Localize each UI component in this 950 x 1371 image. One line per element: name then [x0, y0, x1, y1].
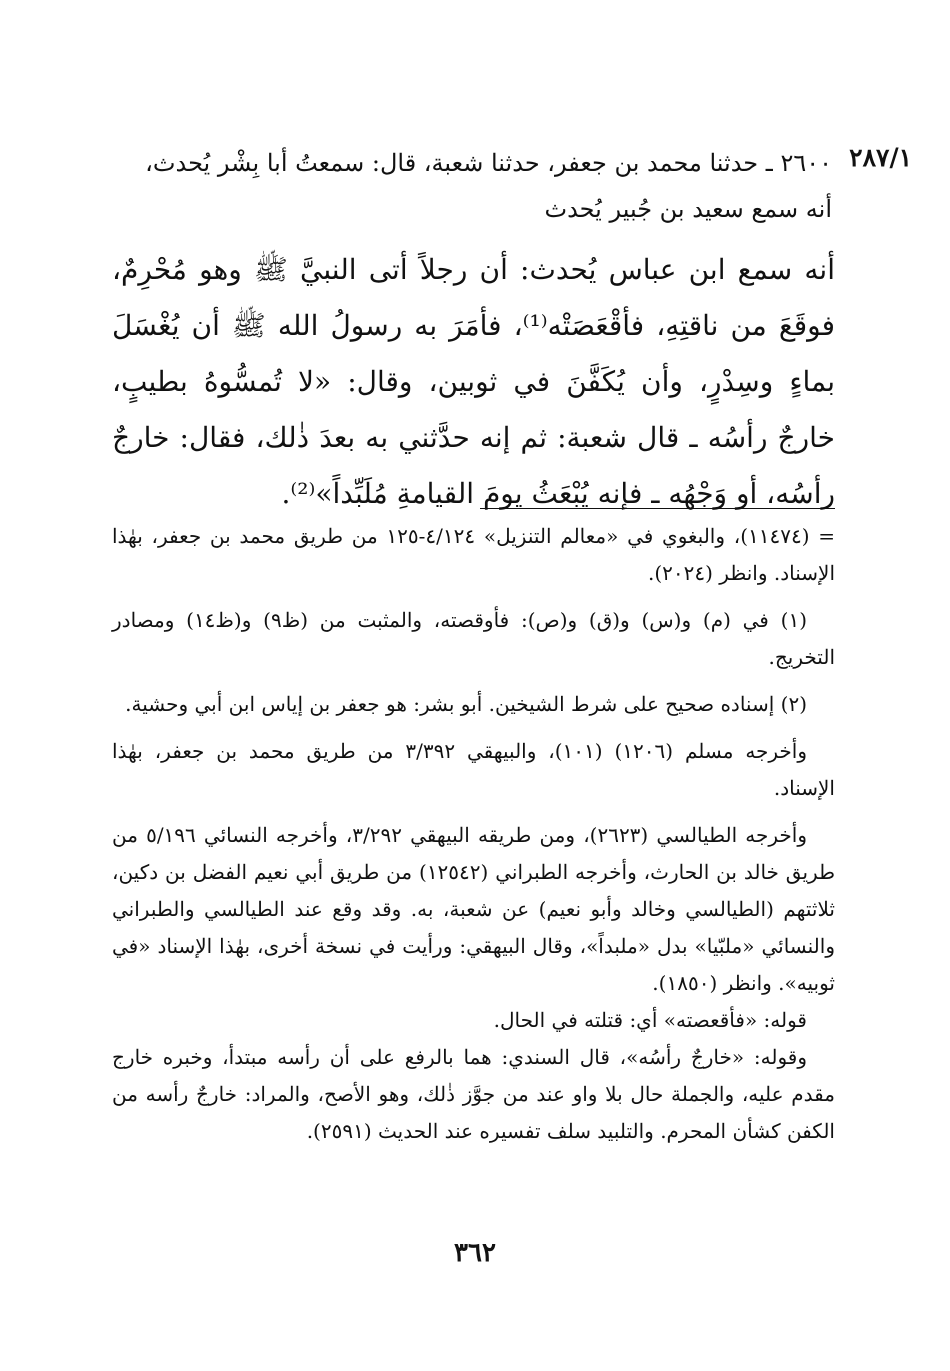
- hadith-matn: [112, 242, 835, 522]
- footnote-muslim: وأخرجه مسلم (١٢٠٦) (١٠١)، والبيهقي ٣/٣٩٢ من طريق محمد بن جعفر، بهٰذا الإسناد.: [112, 739, 835, 800]
- isnad-line-2: أنه سمع سعيد بن جُبير يُحدث: [544, 195, 832, 223]
- isnad-line-1: ٢٦٠٠ ـ حدثنا محمد بن جعفر، حدثنا شعبة، قال: سمعتُ أبا بِشْر يُحدث،: [145, 149, 832, 177]
- hadith-isnad: [100, 140, 832, 232]
- footnote-qawluhu-1: قوله: «فأقعصته» أي: قتلته في الحال.: [493, 1008, 807, 1032]
- footnote-qawluhu-2: وقوله: «خارجٌ رأسُه»، قال السندي: هما بالرفع على أن رأسه مبتدأ، وخبره خارج مقدم عليه، والجملة حال بلا واو عند من جوَّز ذٰلك، وهو الأصح، والمراد: خارجٌ رأسه من الكفن كشأن المحرم. والتلبيد سلف تفسيره عند الحديث (٢٥٩١).: [112, 1045, 835, 1143]
- footnote-continuation: = (١١٤٧٤)، والبغوي في «معالم التنزيل» ٤/١٢٤-١٢٥ من طريق محمد بن جعفر، بهٰذا الإسناد. وانظر (٢٠٢٤).: [112, 524, 835, 585]
- footnote-separator: [480, 508, 835, 509]
- page-number: ٣٦٢: [454, 1238, 496, 1268]
- matn-text: أنه سمع ابن عباس يُحدث: أن رجلاً أتى النبيَّ ﷺ وهو مُحْرِمٌ، فوقَعَ من ناقتِهِ، فأقْعَصَتْه⁽¹⁾، فأمَرَ به رسولُ الله ﷺ أن يُغْسَلَ بماءٍ وسِدْرٍ، وأن يُكَفَّنَ في ثوبين، وقال: «لا تُمسُّوهُ بطيبٍ، خارجٌ رأسُه ـ قال شعبة: ثم إنه حدَّثني به بعدَ ذٰلك، فقال: خارجٌ رأسُه، أو وَجْهُه ـ فإنه يُبْعَثُ يومَ القيامةِ مُلَبِّداً»⁽²⁾.: [112, 253, 835, 510]
- footnote-2: (٢) إسناده صحيح على شرط الشيخين. أبو بشر: هو جعفر بن إياس ابن أبي وحشية.: [125, 692, 807, 716]
- footnotes: [112, 518, 835, 1150]
- margin-reference: ٢٨٧/١: [849, 143, 912, 172]
- footnote-tayalisi: وأخرجه الطيالسي (٢٦٢٣)، ومن طريقه البيهقي ٣/٢٩٢، وأخرجه النسائي ٥/١٩٦ من طريق خالد بن الحارث، وأخرجه الطبراني (١٢٥٤٢) من طريق أبي نعيم الفضل بن دكين، ثلاثتهم (الطيالسي وخالد وأبو نعيم) عن شعبة، به. وقد وقع عند الطيالسي والطبراني والنسائي «ملبّيا» بدل «ملبداً»، وقال البيهقي: ورأيت في نسخة أخرى، بهٰذا الإسناد «في ثوبيه». وانظر (١٨٥٠).: [112, 823, 835, 995]
- footnote-1: (١) في (م) و(س) و(ق) و(ص): فأوقصته، والمثبت من (ظ٩) و(ظ١٤) ومصادر التخريج.: [112, 608, 835, 669]
